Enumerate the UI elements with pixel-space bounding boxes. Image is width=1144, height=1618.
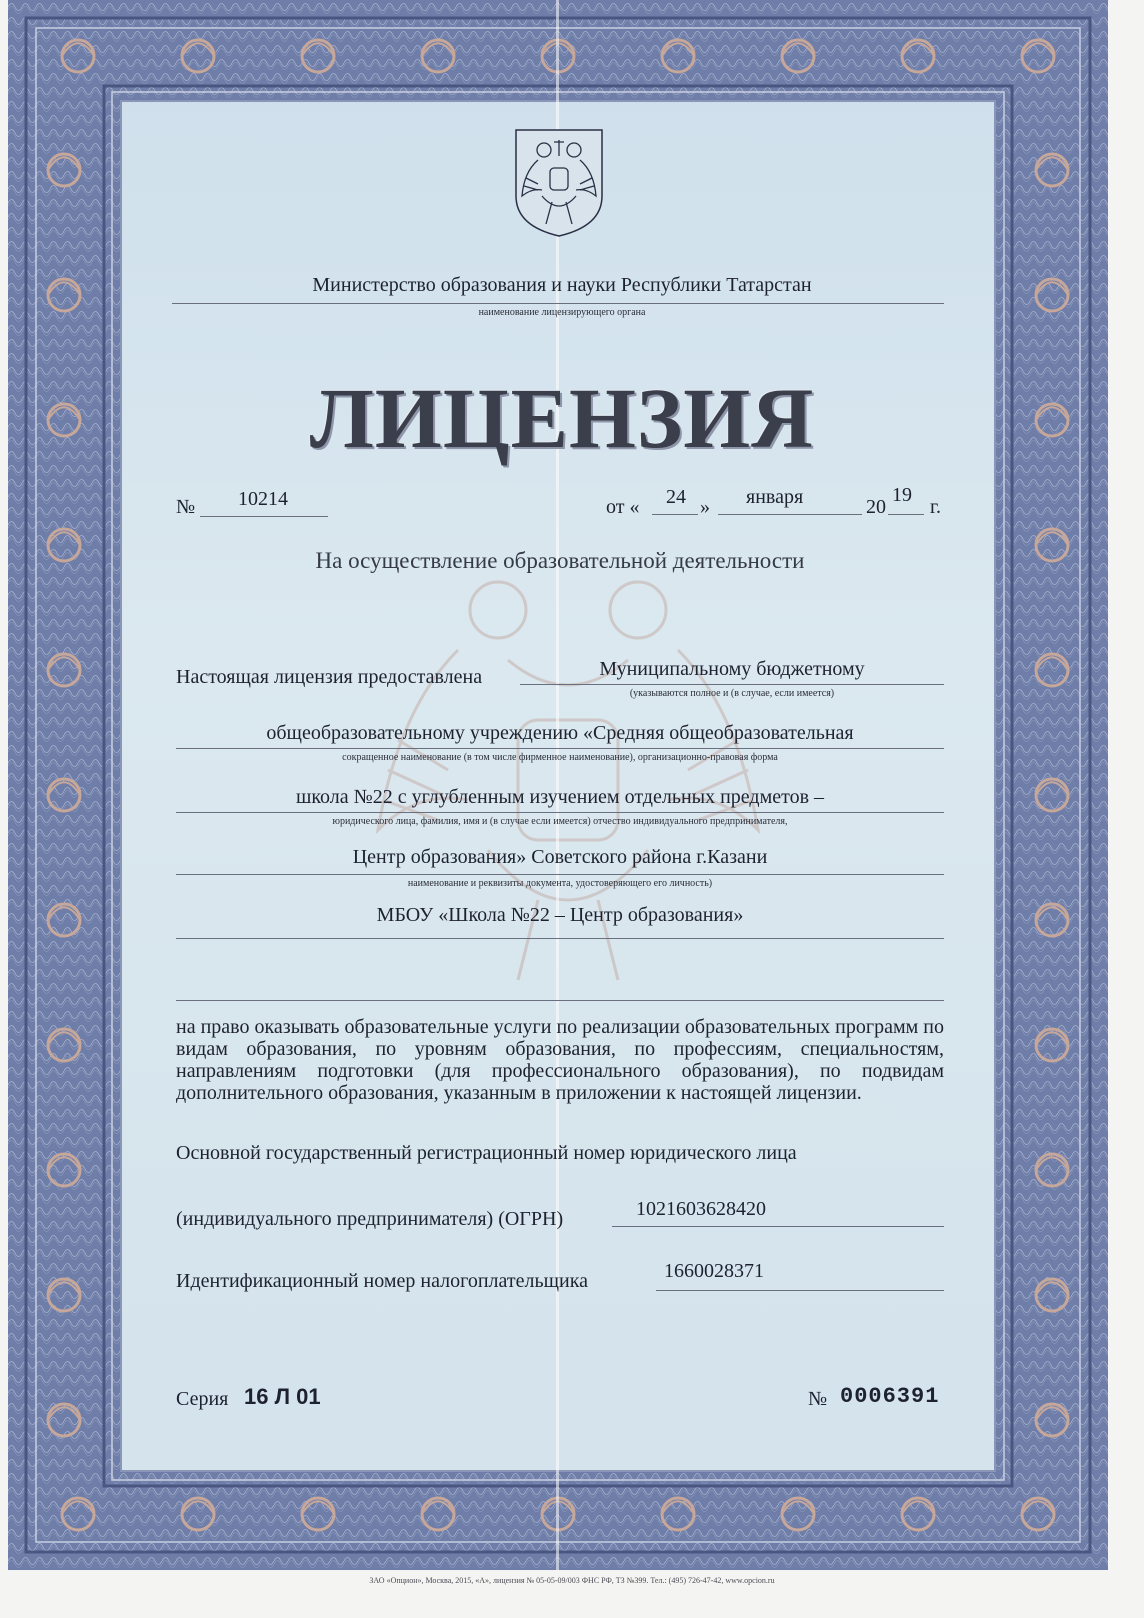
grantee-underline-6 [176,1000,944,1001]
grantee-underline-1 [520,684,944,685]
year-unit: г. [930,496,941,518]
eagle-watermark [338,570,798,990]
year-underline [888,514,924,515]
printer-imprint: ЗАО «Опцион», Москва, 2015, «А», лицензия № 05-05-09/003 ФНС РФ, ТЗ №399. Тел.: (495) 726-47-42, www.opcion.ru [369,1576,775,1585]
year-suffix: 19 [892,484,912,506]
document-title: ЛИЦЕНЗИЯ [309,370,815,466]
license-day: 24 [666,486,686,508]
coat-of-arms-emblem [512,126,606,238]
ogrn-label-1: Основной государственный регистрационный номер юридического лица [176,1142,797,1164]
grantee-line-4: Центр образования» Советского района г.Казани [352,846,768,868]
license-purpose: На осуществление образовательной деятельности [315,548,805,573]
grantee-caption-2: сокращенное наименование (в том числе фирменное наименование), организационно-правовая форма [342,752,778,763]
grantee-line-2: общеобразовательному учреждению «Средняя общеобразовательная [266,722,854,744]
grantee-line-1: Муниципальному бюджетному [599,658,865,680]
grantee-caption-1: (указываются полное и (в случае, если имеется) [629,688,835,699]
month-underline [718,514,862,515]
day-close: » [700,496,710,518]
ogrn-underline [612,1226,944,1227]
day-underline [652,514,698,515]
inn-label: Идентификационный номер налогоплательщика [176,1270,589,1292]
series-label: Серия [176,1388,229,1410]
inn-underline [656,1290,944,1291]
series-value: 16 Л 01 [244,1384,321,1409]
inn-value: 1660028371 [664,1260,764,1282]
blank-number-value: 0006391 [840,1384,940,1409]
licensing-authority: Министерство образования и науки Республики Татарстан [312,274,812,296]
grantee-caption-3: юридического лица, фамилия, имя и (в случае если имеется) отчество индивидуального предпринимателя, [332,816,788,827]
ogrn-label-2: (индивидуального предпринимателя) (ОГРН) [176,1208,564,1230]
license-number-label: № [176,496,196,518]
grantee-line-3: школа №22 с углубленным изучением отдельных предметов – [295,786,825,808]
grantee-underline-2 [176,748,944,749]
date-prefix: от « [606,496,640,518]
grantee-intro: Настоящая лицензия предоставлена [176,666,483,688]
grantee-short-name: МБОУ «Школа №22 – Центр образования» [376,904,744,926]
year-prefix: 20 [866,496,886,518]
ogrn-value: 1021603628420 [636,1198,766,1220]
rights-text: на право оказывать образовательные услуги по реализации образовательных программ по видам образования, по уровням образования, по профессиям, специальностям, направлениям подготовки (для профессионального образования), по подвидам дополнительного образования, указанным в приложении к настоящей лицензии. [176,1016,944,1104]
number-underline [200,516,328,517]
blank-number-label: № [808,1388,828,1410]
authority-caption: наименование лицензирующего органа [478,307,646,318]
grantee-underline-5 [176,938,944,939]
license-month: января [746,486,804,508]
authority-underline [172,303,944,304]
grantee-underline-4 [176,874,944,875]
grantee-underline-3 [176,812,944,813]
license-number: 10214 [238,488,288,510]
grantee-caption-4: наименование и реквизиты документа, удостоверяющего его личность) [407,878,713,889]
